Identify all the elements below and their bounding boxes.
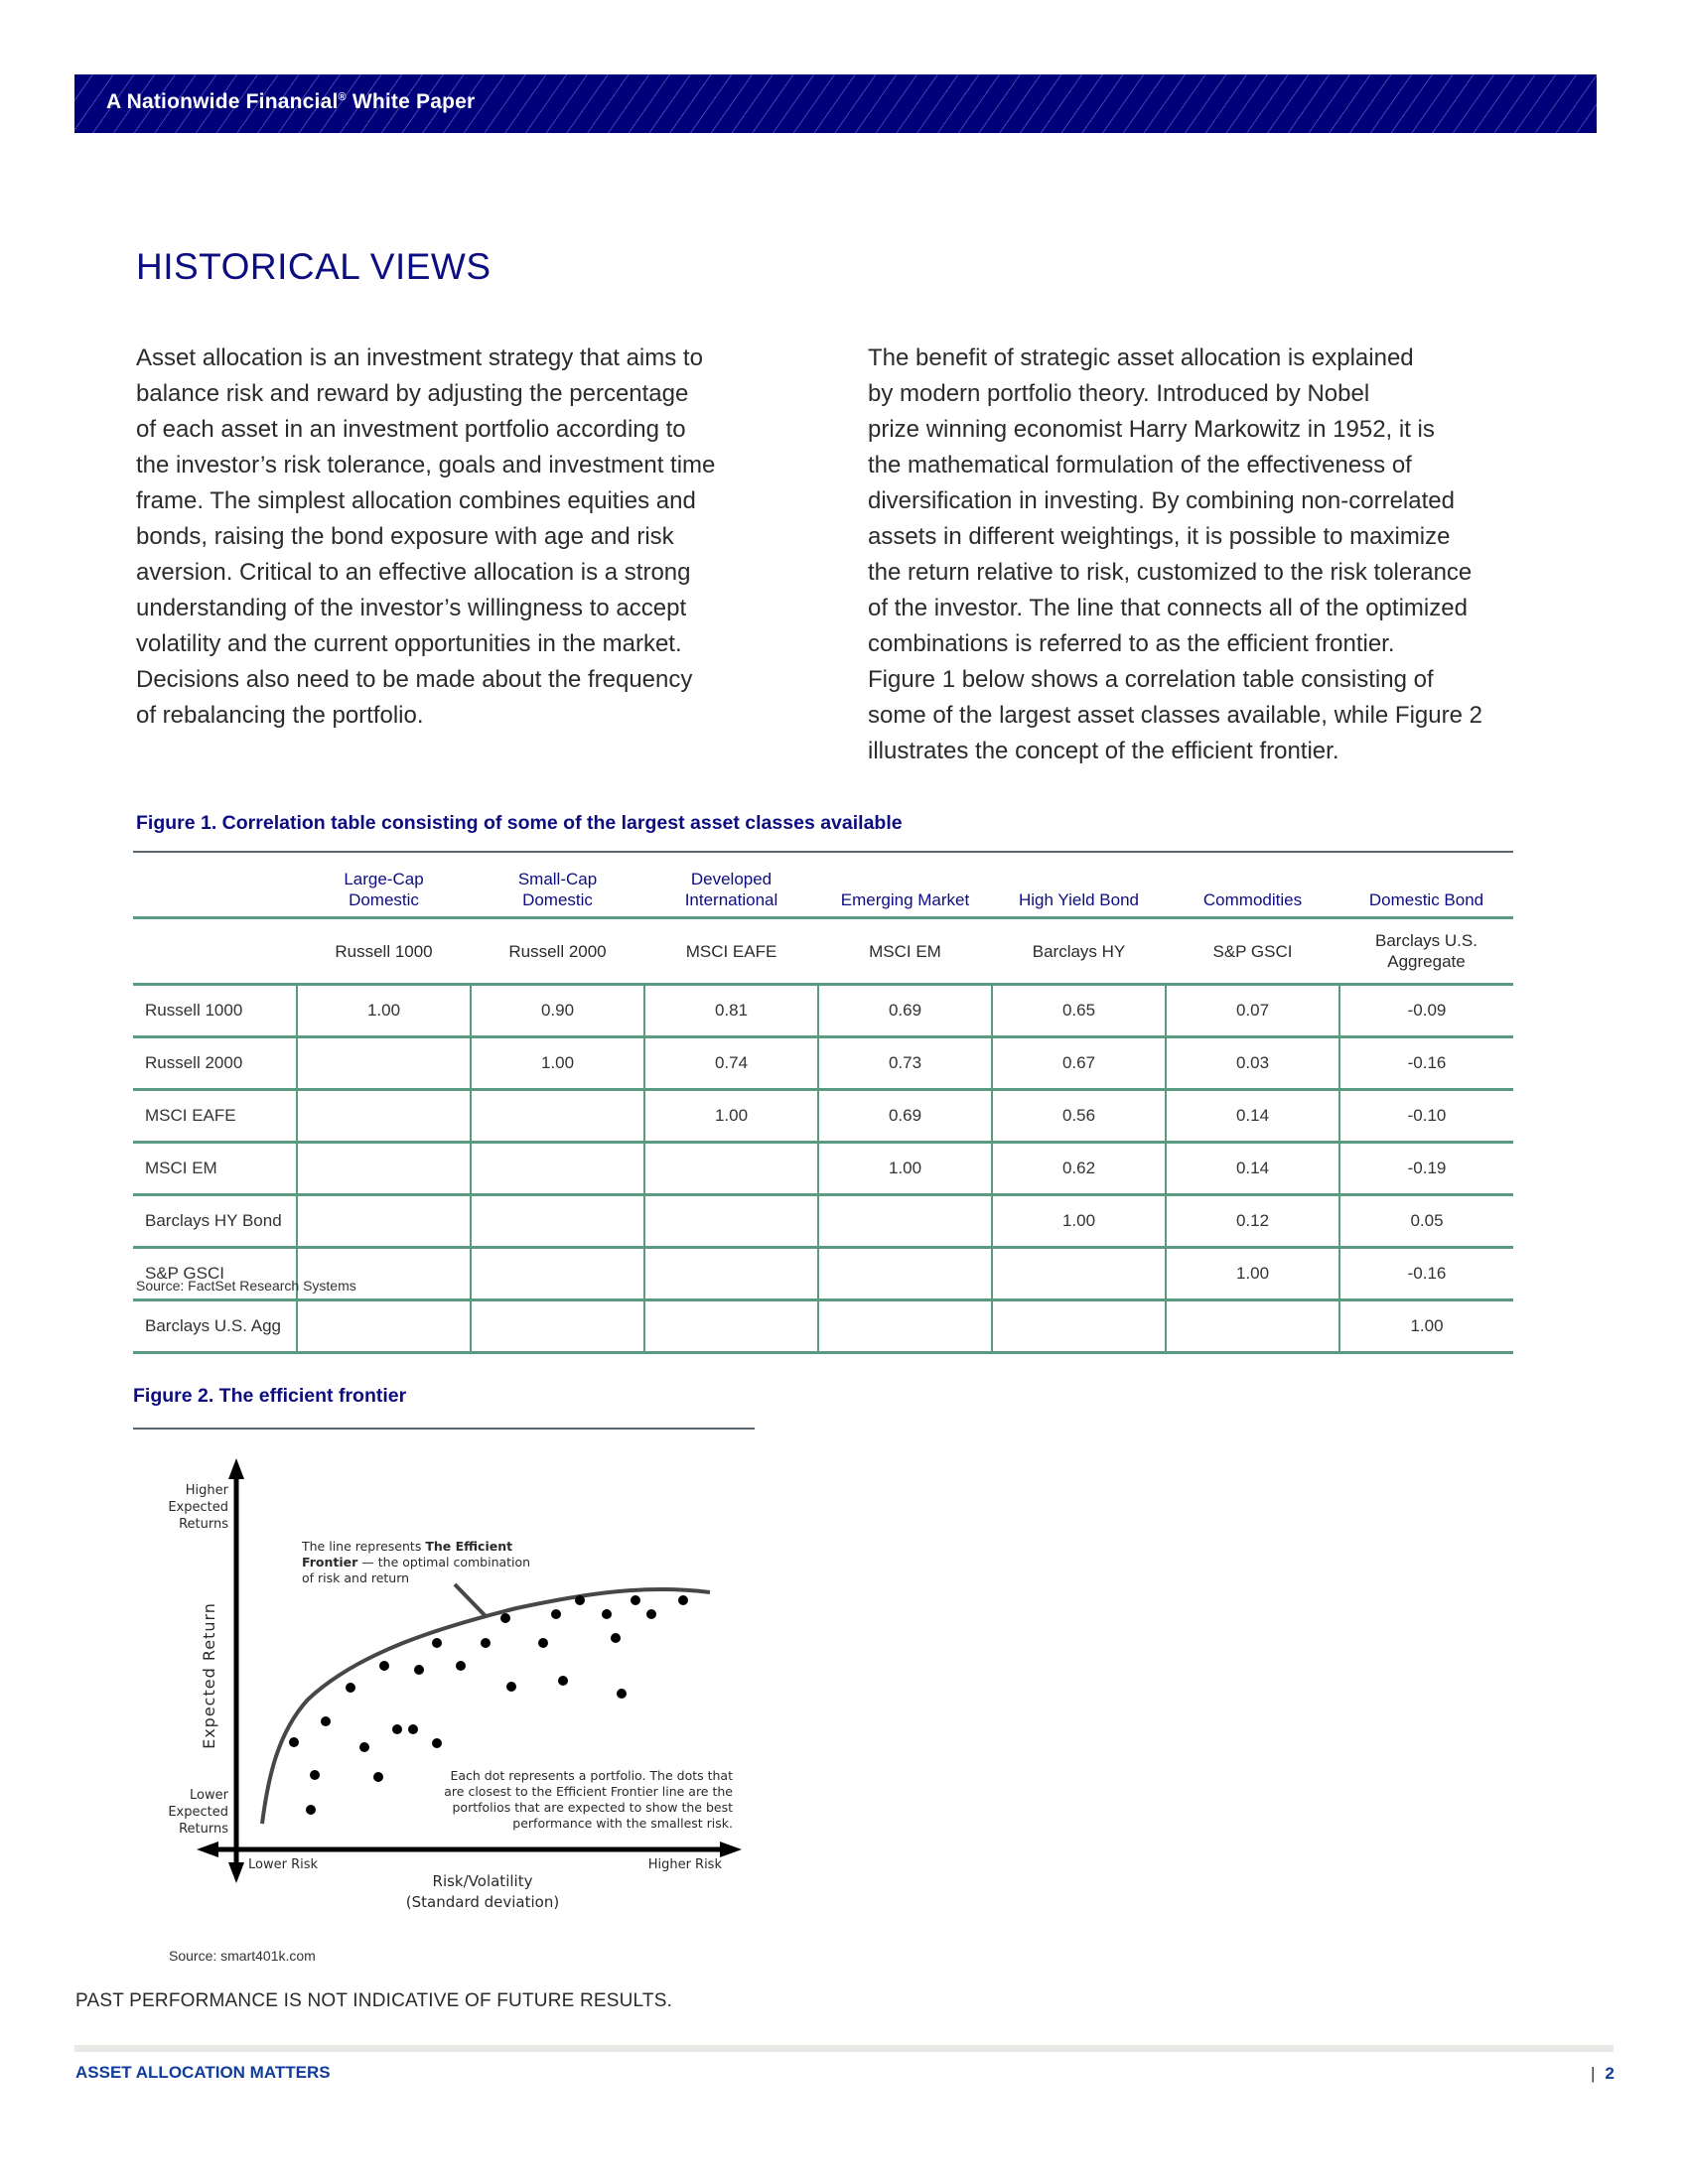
text-line: of each asset in an investment portfolio according to (136, 416, 686, 443)
figure1-title: Figure 1. Correlation table consisting of some of the largest asset classes available (136, 812, 903, 834)
table-cell: -0.16 (1339, 1037, 1513, 1090)
index-header: MSCI EM (818, 918, 992, 985)
text-line: the investor’s risk tolerance, goals and investment time (136, 452, 716, 478)
x-axis-title: Risk/Volatility (432, 1872, 533, 1890)
table-cell (992, 1300, 1166, 1353)
text-line: prize winning economist Harry Markowitz in 1952, it is (868, 416, 1435, 443)
figure2-divider (133, 1428, 755, 1430)
footer-title: ASSET ALLOCATION MATTERS (75, 2063, 331, 2082)
row-label: Barclays U.S. Agg (133, 1300, 297, 1353)
table-cell: 0.12 (1166, 1195, 1339, 1248)
table-cell (644, 1300, 818, 1353)
separator: | (1591, 2064, 1596, 2083)
table-row (133, 1300, 1513, 1353)
table-cell: -0.09 (1339, 985, 1513, 1037)
corner-cell (133, 853, 297, 918)
figure1-source: Source: FactSet Research Systems (136, 1278, 356, 1294)
table-cell: 0.81 (644, 985, 818, 1037)
svg-text:Each dot represents a portfoli: Each dot represents a portfolio. The dots that (450, 1768, 733, 1783)
table-cell: 1.00 (1339, 1300, 1513, 1353)
text-line: volatility and the current opportunities in the market. (136, 630, 682, 657)
text-line: The benefit of strategic asset allocation is explained (868, 344, 1414, 371)
table-cell (818, 1300, 992, 1353)
y-axis-title: Expected Return (200, 1602, 218, 1749)
text-line: frame. The simplest allocation combines equities and (136, 487, 696, 514)
svg-text:portfolios that are expected t: portfolios that are expected to show the best (452, 1800, 733, 1815)
svg-text:Returns: Returns (179, 1822, 228, 1837)
column-header: Commodities (1166, 853, 1339, 918)
table-cell (644, 1143, 818, 1195)
text-line: some of the largest asset classes available, while Figure 2 (868, 702, 1482, 729)
corner-cell (133, 918, 297, 985)
asset-class-header-row (133, 853, 1513, 918)
x-axis (197, 1842, 742, 1857)
table-cell (471, 1300, 644, 1353)
x-axis-subtitle: (Standard deviation) (405, 1893, 560, 1911)
table-cell: 0.56 (992, 1090, 1166, 1143)
text-line: Figure 1 below shows a correlation table consisting of (868, 666, 1434, 693)
y-bottom-label (168, 1788, 228, 1837)
svg-text:Returns: Returns (179, 1517, 228, 1532)
row-label: S&P GSCI (133, 1248, 297, 1300)
table-cell (297, 1300, 471, 1353)
table-cell: 0.03 (1166, 1037, 1339, 1090)
arrow-up-icon (228, 1458, 244, 1479)
arrow-right-icon (720, 1842, 742, 1857)
arrow-down-icon (228, 1862, 244, 1883)
row-label: MSCI EAFE (133, 1090, 297, 1143)
table-row (133, 1143, 1513, 1195)
table-cell: 0.14 (1166, 1143, 1339, 1195)
text-line: balance risk and reward by adjusting the percentage (136, 380, 689, 407)
table-cell (818, 1248, 992, 1300)
portfolio-dots (289, 1595, 688, 1815)
right-column-paragraph (868, 341, 1568, 769)
index-header-row (133, 918, 1513, 985)
footer-divider (74, 2045, 1614, 2052)
arrow-left-icon (197, 1842, 218, 1857)
table-cell (297, 1143, 471, 1195)
svg-text:Frontier — the optimal combina: Frontier — the optimal combination (302, 1555, 531, 1570)
table-cell: 1.00 (297, 985, 471, 1037)
text-line: understanding of the investor’s willingness to accept (136, 595, 687, 621)
table-cell: 1.00 (992, 1195, 1166, 1248)
text-line: Asset allocation is an investment strategy that aims to (136, 344, 703, 371)
row-label: MSCI EM (133, 1143, 297, 1195)
header-banner (74, 74, 1597, 133)
table-row (133, 1037, 1513, 1090)
figure2-source: Source: smart401k.com (169, 1948, 316, 1964)
table-cell (297, 1037, 471, 1090)
table-cell: 0.69 (818, 1090, 992, 1143)
svg-text:performance with the smallest: performance with the smallest risk. (512, 1816, 733, 1831)
table-cell (471, 1143, 644, 1195)
table-cell: 0.14 (1166, 1090, 1339, 1143)
banner-suffix: White Paper (346, 90, 476, 113)
table-cell (644, 1195, 818, 1248)
table-row (133, 1195, 1513, 1248)
column-header: Developed International (644, 853, 818, 918)
table-cell: -0.19 (1339, 1143, 1513, 1195)
svg-text:Higher: Higher (185, 1483, 228, 1498)
table-cell: 0.67 (992, 1037, 1166, 1090)
table-cell (1166, 1300, 1339, 1353)
svg-text:of risk and return: of risk and return (302, 1570, 410, 1585)
text-line: combinations is referred to as the efficient frontier. (868, 630, 1395, 657)
column-header: High Yield Bond (992, 853, 1166, 918)
text-line: of the investor. The line that connects all of the optimized (868, 595, 1468, 621)
svg-text:The line represents The Effici: The line represents The Efficient (302, 1539, 513, 1554)
table-cell: -0.10 (1339, 1090, 1513, 1143)
table-row (133, 1090, 1513, 1143)
table-cell (992, 1248, 1166, 1300)
column-header: Emerging Market (818, 853, 992, 918)
left-column-paragraph (136, 341, 791, 734)
section-title: HISTORICAL VIEWS (136, 246, 492, 287)
svg-text:are closest to the Efficient F: are closest to the Efficient Frontier line are the (444, 1784, 733, 1799)
table-cell: -0.16 (1339, 1248, 1513, 1300)
figure2-title: Figure 2. The efficient frontier (133, 1385, 407, 1407)
text-line: bonds, raising the bond exposure with age and risk (136, 523, 674, 550)
table-cell: 1.00 (818, 1143, 992, 1195)
table-cell: 0.65 (992, 985, 1166, 1037)
table-cell (471, 1090, 644, 1143)
page-number-value: 2 (1605, 2064, 1615, 2083)
table-row (133, 985, 1513, 1037)
table-cell: 0.05 (1339, 1195, 1513, 1248)
table-cell: 0.69 (818, 985, 992, 1037)
table-cell: 0.62 (992, 1143, 1166, 1195)
text-line: the mathematical formulation of the effectiveness of (868, 452, 1412, 478)
dots-annotation (444, 1768, 733, 1831)
text-line: by modern portfolio theory. Introduced by Nobel (868, 380, 1370, 407)
column-header: Small-Cap Domestic (471, 853, 644, 918)
table-cell (644, 1248, 818, 1300)
table-cell: 1.00 (644, 1090, 818, 1143)
index-header: Russell 2000 (471, 918, 644, 985)
text-line: of rebalancing the portfolio. (136, 702, 424, 729)
table-cell: 0.73 (818, 1037, 992, 1090)
column-header: Domestic Bond (1339, 853, 1513, 918)
table-cell (471, 1195, 644, 1248)
column-header: Large-Cap Domestic (297, 853, 471, 918)
index-header: S&P GSCI (1166, 918, 1339, 985)
index-header: MSCI EAFE (644, 918, 818, 985)
y-axis (228, 1458, 244, 1883)
table-cell: 0.07 (1166, 985, 1339, 1037)
x-left-label: Lower Risk (248, 1857, 319, 1872)
page-number (1591, 2064, 1615, 2084)
row-label: Barclays HY Bond (133, 1195, 297, 1248)
index-header: Barclays HY (992, 918, 1166, 985)
banner-brand: A Nationwide Financial (106, 90, 339, 113)
table-cell (297, 1090, 471, 1143)
frontier-annotation (301, 1539, 530, 1585)
efficient-frontier-line (262, 1589, 710, 1824)
table-cell (818, 1195, 992, 1248)
index-header: Barclays U.S. Aggregate (1339, 918, 1513, 985)
table-cell: 0.90 (471, 985, 644, 1037)
registered-mark: ® (338, 91, 347, 103)
text-line: diversification in investing. By combining non-correlated (868, 487, 1455, 514)
svg-text:Expected: Expected (168, 1500, 228, 1515)
index-header: Russell 1000 (297, 918, 471, 985)
row-label: Russell 2000 (133, 1037, 297, 1090)
text-line: assets in different weightings, it is possible to maximize (868, 523, 1451, 550)
text-line: the return relative to risk, customized to the risk tolerance (868, 559, 1473, 586)
annotation-leader-line (455, 1584, 486, 1616)
table-cell: 1.00 (1166, 1248, 1339, 1300)
performance-disclaimer: PAST PERFORMANCE IS NOT INDICATIVE OF FUTURE RESULTS. (75, 1990, 673, 2011)
row-label: Russell 1000 (133, 985, 297, 1037)
table-cell: 1.00 (471, 1037, 644, 1090)
banner-title (106, 90, 475, 114)
text-line: Decisions also need to be made about the frequency (136, 666, 693, 693)
svg-text:Expected: Expected (168, 1805, 228, 1820)
table-cell (297, 1195, 471, 1248)
table-cell (471, 1248, 644, 1300)
text-line: illustrates the concept of the efficient frontier. (868, 738, 1339, 764)
table-cell: 0.74 (644, 1037, 818, 1090)
x-right-label: Higher Risk (647, 1857, 722, 1872)
svg-text:Lower: Lower (190, 1788, 228, 1803)
text-line: aversion. Critical to an effective allocation is a strong (136, 559, 691, 586)
y-top-label (168, 1483, 228, 1532)
